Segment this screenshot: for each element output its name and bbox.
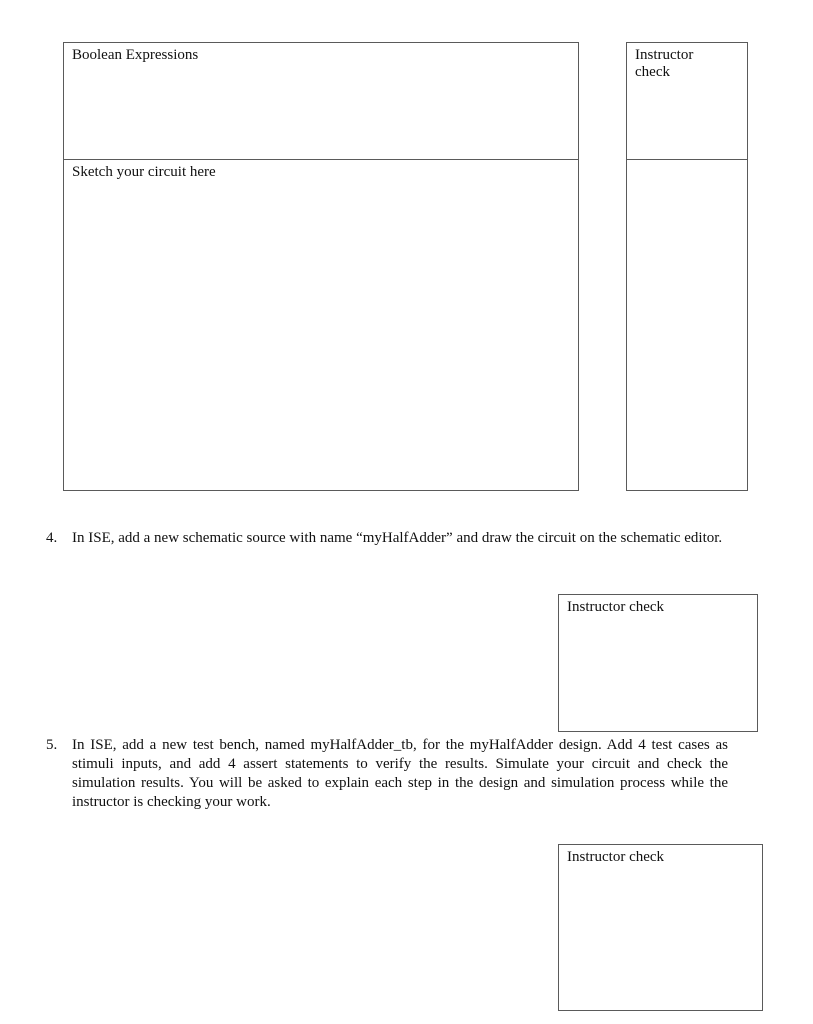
sketch-circuit-label: Sketch your circuit here xyxy=(72,164,216,180)
instructor-check-box-step-5 xyxy=(558,844,763,1011)
boolean-expressions-box xyxy=(63,42,579,160)
boolean-expressions-label: Boolean Expressions xyxy=(72,47,199,63)
step-5 xyxy=(46,736,766,820)
instructor-check-box-top xyxy=(626,42,748,160)
instructor-check-label-step-4: Instructor check xyxy=(567,599,665,615)
instructor-check-label-step-5: Instructor check xyxy=(567,849,665,865)
step-4-number: 4. xyxy=(46,530,58,546)
instructor-check-area-box xyxy=(626,159,748,491)
step-5-number: 5. xyxy=(46,737,58,753)
step-5-text: In ISE, add a new test bench, named myHalfAdder_tb, for the myHalfAdder design. Add 4 test cases as stimuli inputs, and add 4 assert statements to verify the results. Simulate your circuit and check the simulation results. You will be asked to explain each step in the design and simulation process while the instructor is checking your work. xyxy=(72,737,728,810)
instructor-check-label-top: Instructor check xyxy=(635,47,694,80)
step-4 xyxy=(46,529,766,569)
step-4-text: In ISE, add a new schematic source with name “myHalfAdder” and draw the circuit on the schematic editor. xyxy=(72,530,723,546)
sketch-circuit-box xyxy=(63,159,579,491)
instructor-check-box-step-4 xyxy=(558,594,758,732)
